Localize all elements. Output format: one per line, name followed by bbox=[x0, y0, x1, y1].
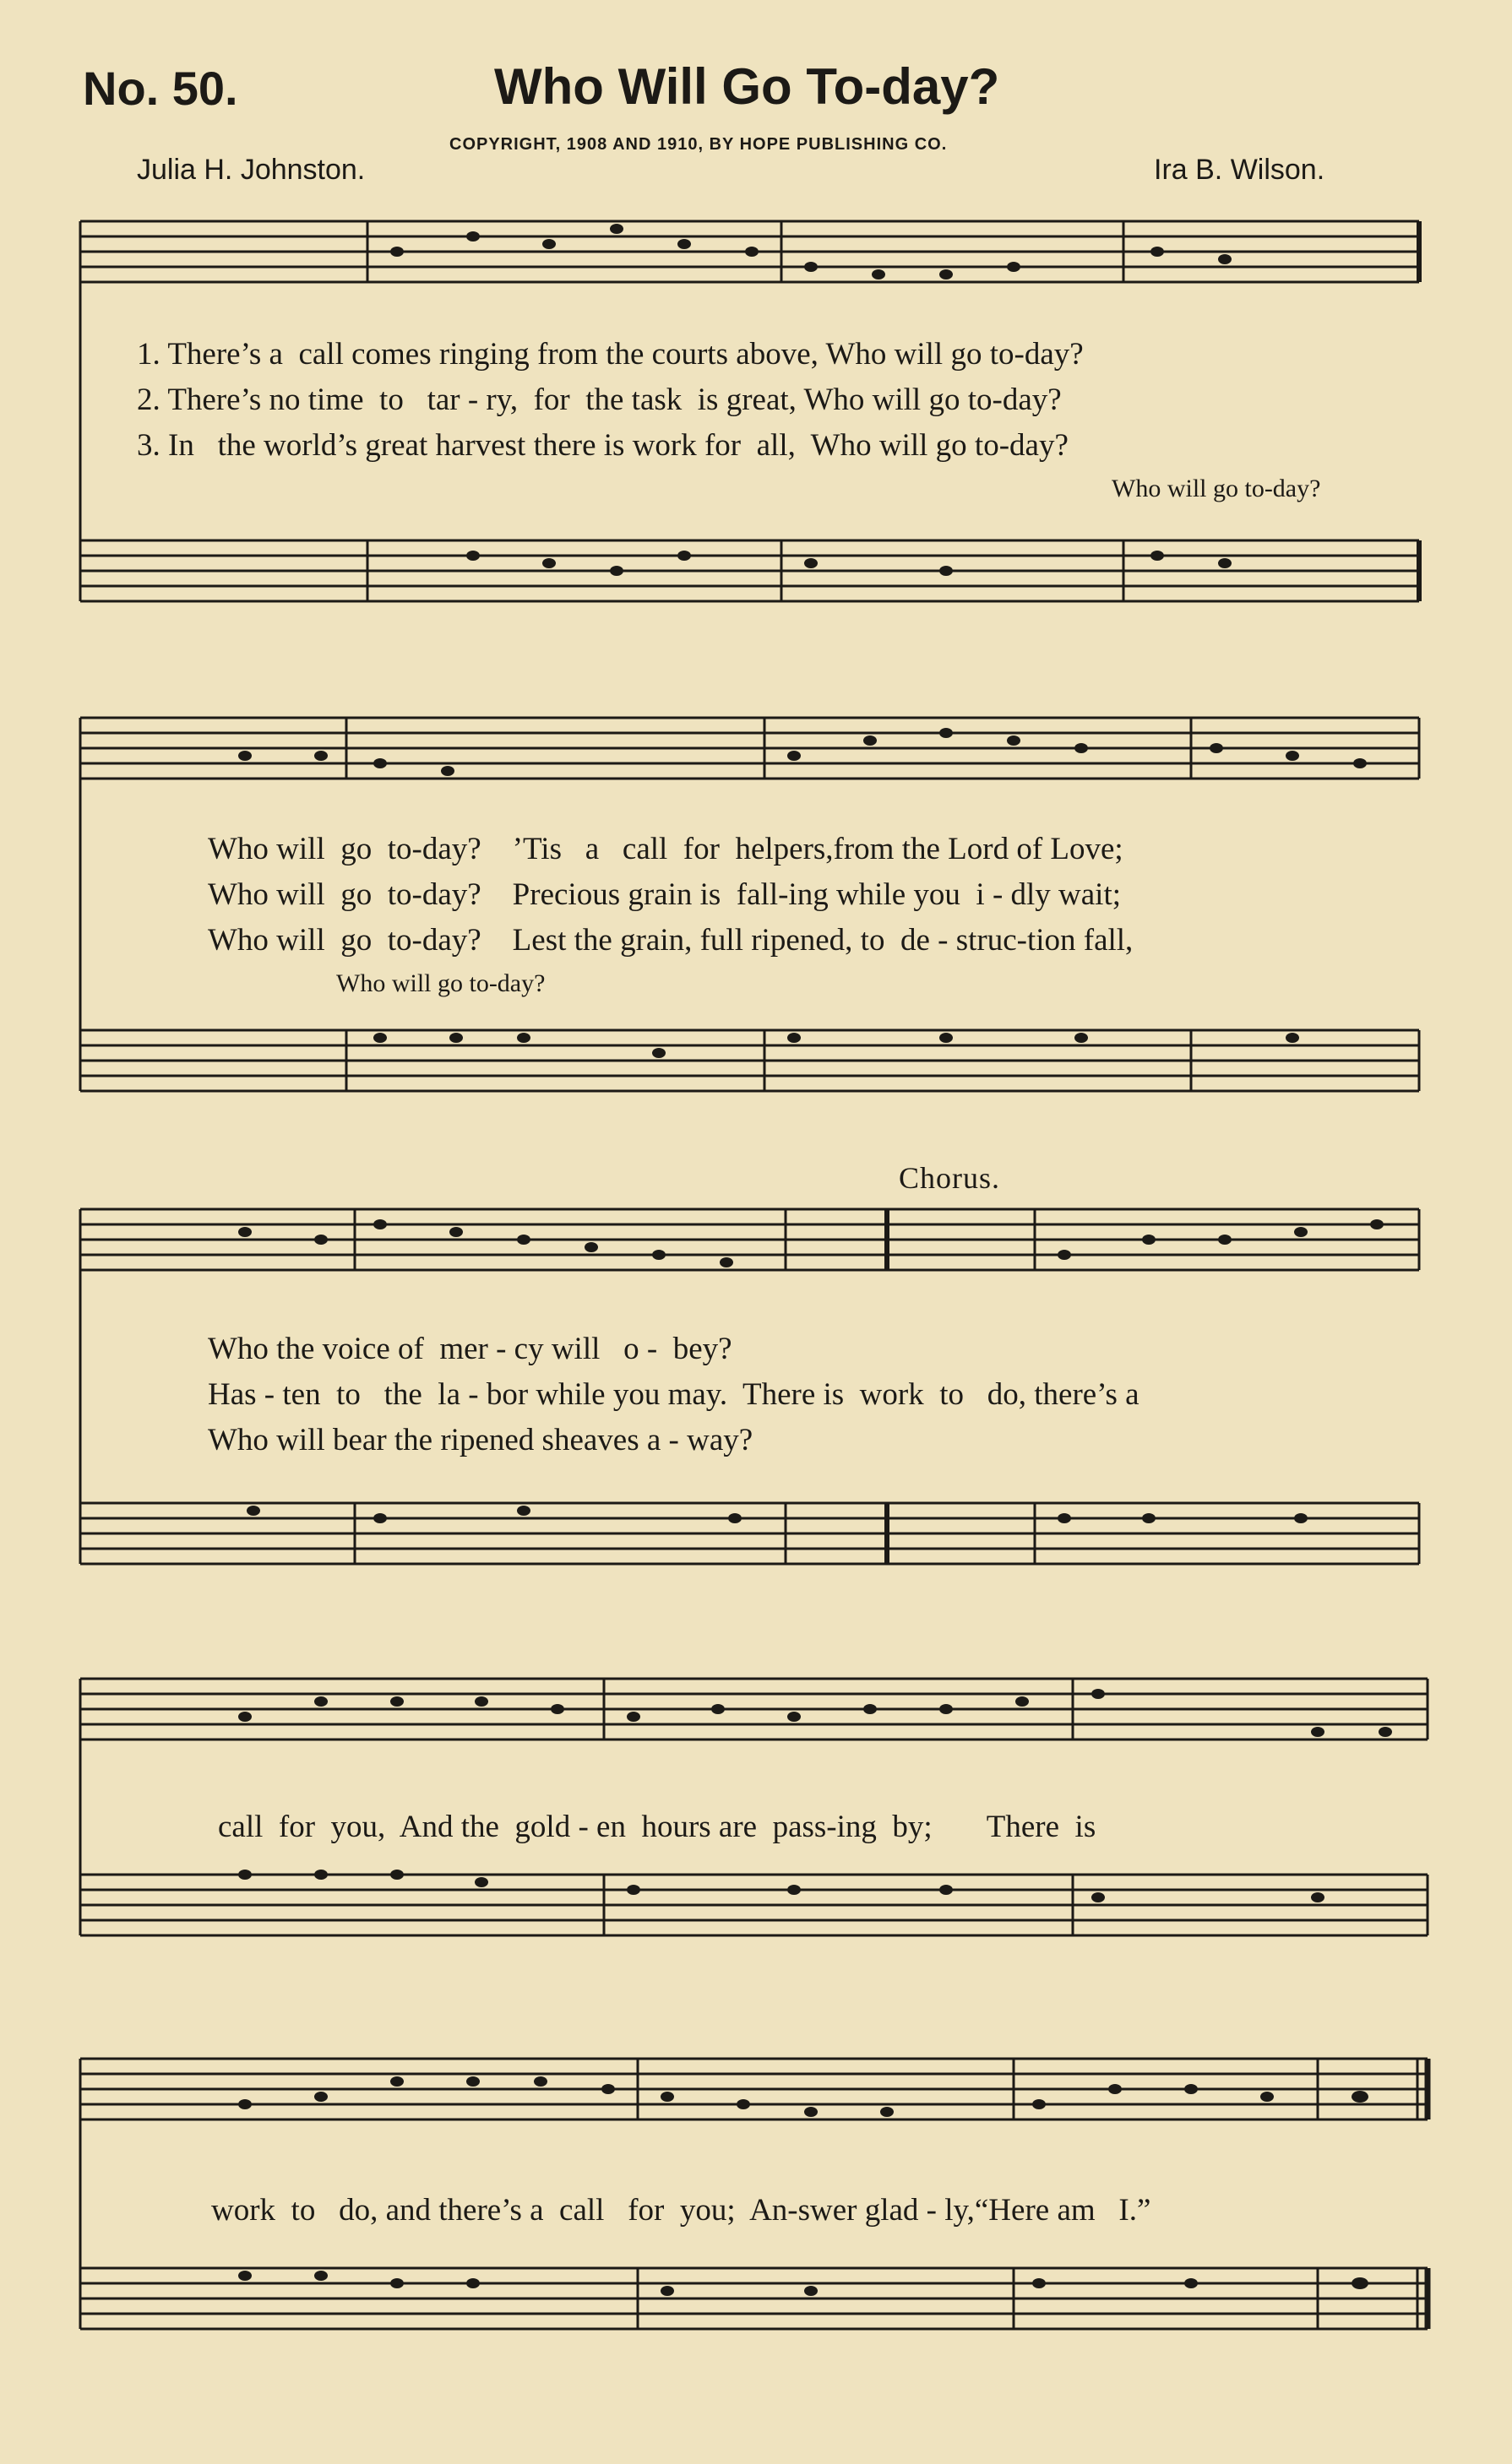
verse-3-line-3: Who will bear the ripened sheaves a - way? bbox=[208, 1423, 753, 1457]
music-system-5 bbox=[0, 1993, 1512, 2464]
lyricist-credit: Julia H. Johnston. bbox=[137, 154, 366, 186]
copyright-notice: COPYRIGHT, 1908 AND 1910, BY HOPE PUBLISHING CO. bbox=[449, 135, 948, 154]
staff-system-5 bbox=[0, 1993, 1512, 2464]
verse-2-line-3: Has - ten to the la - bor while you may. There is work to do, there’s a bbox=[208, 1377, 1139, 1412]
hymn-title: Who Will Go To-day? bbox=[494, 58, 1000, 115]
chorus-label: Chorus. bbox=[899, 1161, 1001, 1195]
verse-1-line-1: 1. There’s a call comes ringing from the courts above, Who will go to-day? bbox=[137, 337, 1084, 372]
music-system-4 bbox=[0, 1621, 1512, 1993]
staff-system-1 bbox=[0, 0, 1512, 642]
music-system-1 bbox=[0, 0, 1512, 642]
echo-line-2: Who will go to-day? bbox=[336, 969, 546, 997]
music-system-3 bbox=[0, 1165, 1512, 1621]
verse-3-line-2: Who will go to-day? Lest the grain, full ripened, to de - struc-tion fall, bbox=[208, 923, 1134, 958]
hymn-number: No. 50. bbox=[83, 62, 238, 115]
verse-3-line-1: 3. In the world’s great harvest there is work for all, Who will go to-day? bbox=[137, 428, 1069, 463]
composer-credit: Ira B. Wilson. bbox=[1154, 154, 1325, 186]
echo-line-1: Who will go to-day? bbox=[1112, 475, 1321, 502]
staff-system-4 bbox=[0, 1621, 1512, 1993]
verse-1-line-3: Who the voice of mer - cy will o - bey? bbox=[208, 1332, 732, 1366]
verse-2-line-2: Who will go to-day? Precious grain is fall-ing while you i - dly wait; bbox=[208, 877, 1122, 912]
music-system-2 bbox=[0, 642, 1512, 1165]
chorus-line-2: work to do, and there’s a call for you; An-swer glad - ly,“Here am I.” bbox=[211, 2193, 1151, 2228]
verse-1-line-2: Who will go to-day? ’Tis a call for helpers,from the Lord of Love; bbox=[208, 832, 1123, 866]
chorus-line-1: call for you, And the gold - en hours are pass-ing by; There is bbox=[218, 1810, 1096, 1844]
verse-2-line-1: 2. There’s no time to tar - ry, for the task is great, Who will go to-day? bbox=[137, 383, 1062, 417]
